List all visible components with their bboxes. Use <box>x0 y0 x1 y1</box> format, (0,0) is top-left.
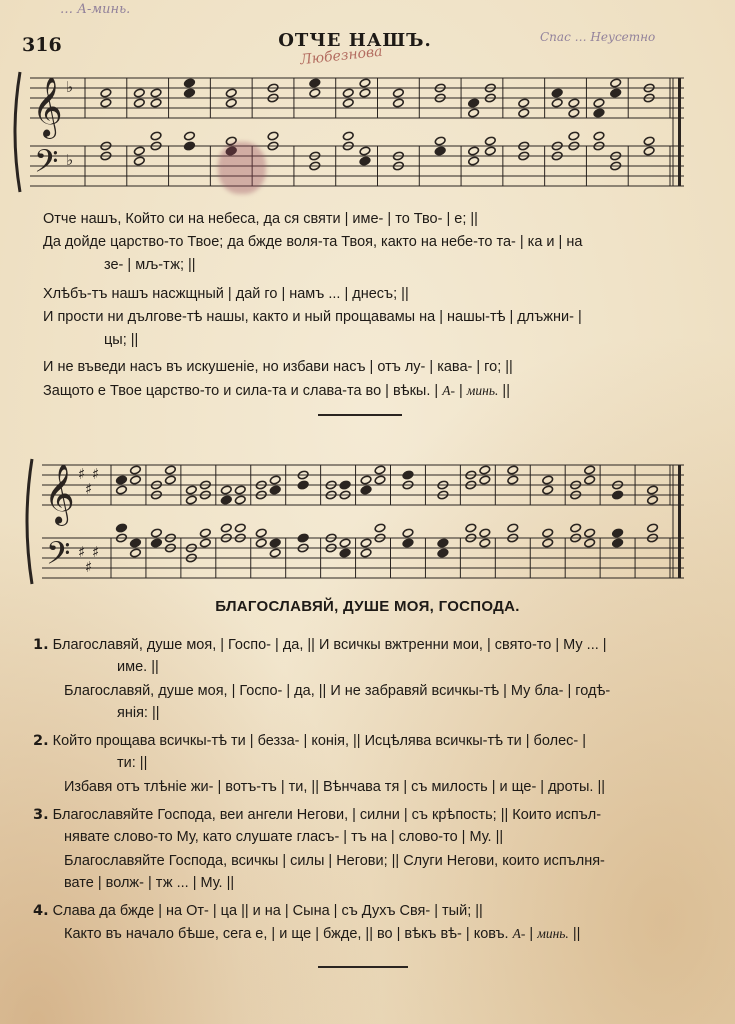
note-head-icon <box>133 156 145 166</box>
note-head-icon <box>220 485 232 495</box>
note-head-icon <box>612 528 624 538</box>
note-head-icon <box>393 98 405 108</box>
note-head-icon <box>360 538 372 548</box>
note-head-icon <box>150 88 162 98</box>
note-head-icon <box>518 98 530 108</box>
verse-text: Както въ начало бѣше, сега е, | и ще | бжде, || во | вѣкъ вѣ- | ковъ. <box>64 926 509 942</box>
key-signature-icon: ♯ <box>85 480 93 498</box>
bar-mark: | <box>458 383 463 399</box>
note-head-icon <box>342 98 354 108</box>
note-head-icon <box>584 465 596 475</box>
verse-line: вате | волж- | тж ... | Му. || <box>64 875 235 891</box>
prayer-text: Защото е Твое царство-то и сила-та и слава-та во | вѣкы. | <box>43 383 439 399</box>
note-head-icon <box>584 475 596 485</box>
note-head-icon <box>130 475 142 485</box>
verse-number: 4. <box>33 903 49 919</box>
system-brace <box>15 72 20 192</box>
handwritten-note-top: … А-минь. <box>60 2 131 17</box>
note-head-icon <box>359 88 371 98</box>
note-head-icon <box>184 131 196 141</box>
note-head-icon <box>643 146 655 156</box>
note-head-icon <box>309 78 321 88</box>
note-head-icon <box>568 108 580 118</box>
note-head-icon <box>339 538 351 548</box>
note-head-icon <box>479 475 491 485</box>
note-head-icon <box>220 523 232 533</box>
verse-text: Който прощава всичкы-тѣ ти | безза- | конія, || Исцѣлява всичкы-тѣ ти | болес- | <box>52 733 587 749</box>
prayer-line: Да дойде царство-то Твое; да бжде воля-та Твоя, както на небе-то та- | ка и | на <box>43 234 583 250</box>
verse-text: Благославяй, душе моя, | Госпо- | да, || И всичкы вжтренни мои, | свято-то | Му ... | <box>52 637 607 653</box>
final-barline <box>678 78 681 186</box>
note-head-icon <box>647 485 659 495</box>
music-score-otche-nash <box>0 60 735 200</box>
verse-number: 1. <box>33 637 49 653</box>
verse-number: 2. <box>33 733 49 749</box>
note-head-icon <box>570 523 582 533</box>
note-head-icon <box>593 98 605 108</box>
note-head-icon <box>165 475 177 485</box>
note-head-icon <box>360 475 372 485</box>
note-head-icon <box>360 485 372 495</box>
note-head-icon <box>568 98 580 108</box>
note-head-icon <box>116 485 128 495</box>
treble-clef-icon: 𝄞 <box>32 77 63 137</box>
note-head-icon <box>297 533 309 543</box>
note-head-icon <box>255 538 267 548</box>
verse-line: Избавя отъ тлѣніе жи- | вотъ-тъ | ти, || Вѣнчава тя | съ милость | и ще- | дроты. || <box>64 779 606 795</box>
note-head-icon <box>359 146 371 156</box>
prayer-line-amen <box>43 379 510 403</box>
note-head-icon <box>150 131 162 141</box>
key-signature-icon: ♭ <box>66 151 74 169</box>
note-head-icon <box>434 146 446 156</box>
note-head-icon <box>220 495 232 505</box>
prayer-line: И прости ни дълговe-тѣ нашы, както и ный прощавамы на | нашы-тѣ | длъжни- | <box>43 309 582 325</box>
prayer-line: И не въведи насъ въ искушеніе, но избави насъ | отъ лу- | кава- | го; || <box>43 359 513 375</box>
note-head-icon <box>468 98 480 108</box>
verse-line <box>33 730 586 753</box>
system-brace <box>27 459 32 584</box>
verse-line <box>33 634 607 657</box>
note-head-icon <box>130 465 142 475</box>
note-head-icon <box>339 480 351 490</box>
note-head-icon <box>437 548 449 558</box>
note-head-icon <box>151 528 163 538</box>
note-head-icon <box>610 88 622 98</box>
note-head-icon <box>402 470 414 480</box>
note-head-icon <box>542 528 554 538</box>
note-head-icon <box>133 98 145 108</box>
note-head-icon <box>225 98 237 108</box>
note-head-icon <box>584 538 596 548</box>
note-head-icon <box>269 475 281 485</box>
handwritten-note-title: Любезнова <box>299 43 384 69</box>
amen-min: минь. <box>466 383 499 398</box>
note-head-icon <box>593 108 605 118</box>
note-head-icon <box>116 475 128 485</box>
verse-text: Слава да бжде | на От- | ца || и на | Сына | съ Духъ Свя- | тый; || <box>52 903 483 919</box>
note-head-icon <box>568 131 580 141</box>
note-head-icon <box>234 485 246 495</box>
note-head-icon <box>468 156 480 166</box>
note-head-icon <box>150 98 162 108</box>
section-divider <box>318 966 408 968</box>
note-head-icon <box>130 538 142 548</box>
treble-clef-icon: 𝄞 <box>44 464 75 524</box>
note-head-icon <box>468 146 480 156</box>
end-mark: || <box>502 383 510 399</box>
note-head-icon <box>374 465 386 475</box>
note-head-icon <box>269 548 281 558</box>
final-barline <box>678 465 681 578</box>
note-head-icon <box>402 538 414 548</box>
verse-number: 3. <box>33 807 49 823</box>
note-head-icon <box>612 538 624 548</box>
note-head-icon <box>465 523 477 533</box>
verse-line <box>33 804 601 827</box>
note-head-icon <box>584 528 596 538</box>
note-head-icon <box>342 88 354 98</box>
note-head-icon <box>133 88 145 98</box>
prayer-line: зе- | мљ-тж; || <box>104 257 196 273</box>
note-head-icon <box>484 146 496 156</box>
page-number: 316 <box>22 34 62 56</box>
note-head-icon <box>479 465 491 475</box>
note-head-icon <box>185 485 197 495</box>
note-head-icon <box>434 136 446 146</box>
note-head-icon <box>267 131 279 141</box>
note-head-icon <box>647 523 659 533</box>
title-otche-nash: ОТЧЕ НАШЪ. <box>278 30 432 51</box>
note-head-icon <box>507 523 519 533</box>
bar-mark: | <box>529 926 534 942</box>
end-mark: || <box>572 926 581 942</box>
note-head-icon <box>269 485 281 495</box>
verse-line <box>33 900 483 923</box>
amen-a: А- <box>442 383 455 398</box>
note-head-icon <box>374 475 386 485</box>
note-head-icon <box>133 146 145 156</box>
note-head-icon <box>339 548 351 558</box>
note-head-icon <box>479 528 491 538</box>
note-head-icon <box>542 475 554 485</box>
bass-clef-icon: 𝄢 <box>34 143 59 187</box>
note-head-icon <box>234 495 246 505</box>
note-head-icon <box>468 108 480 118</box>
note-head-icon <box>130 548 142 558</box>
note-head-icon <box>612 490 624 500</box>
note-head-icon <box>255 528 267 538</box>
note-head-icon <box>507 465 519 475</box>
note-head-icon <box>551 98 563 108</box>
bass-clef-icon: 𝄢 <box>46 535 71 579</box>
title-blagoslavyay: БЛАГОСЛАВЯЙ, ДУШЕ МОЯ, ГОСПОДА. <box>215 598 520 615</box>
verse-line: ти: || <box>117 755 148 771</box>
amen-a: А- <box>512 926 526 941</box>
note-head-icon <box>199 528 211 538</box>
key-signature-icon: ♯ <box>92 543 100 561</box>
amen-min: минь. <box>537 926 569 941</box>
prayer-line: цы; || <box>104 332 139 348</box>
note-head-icon <box>643 136 655 146</box>
note-head-icon <box>484 136 496 146</box>
note-head-icon <box>100 88 112 98</box>
note-head-icon <box>610 78 622 88</box>
note-head-icon <box>100 98 112 108</box>
prayer-line: Отче нашъ, Който си на небеса, да ся святи | име- | то Тво- | е; || <box>43 211 478 227</box>
note-head-icon <box>542 485 554 495</box>
music-score-blagoslavyay <box>0 450 735 585</box>
note-head-icon <box>185 495 197 505</box>
key-signature-icon: ♯ <box>92 465 100 483</box>
note-head-icon <box>393 88 405 98</box>
note-head-icon <box>309 88 321 98</box>
note-head-icon <box>437 538 449 548</box>
note-head-icon <box>359 156 371 166</box>
verse-line: нявате слово-то Му, като слушате гласъ- | тъ на | слово-то | Му. || <box>64 829 504 845</box>
handwritten-note-right: Спас … Неусетно <box>540 30 656 44</box>
key-signature-icon: ♭ <box>66 78 74 96</box>
note-head-icon <box>374 523 386 533</box>
ink-stain <box>218 142 266 194</box>
note-head-icon <box>647 495 659 505</box>
note-head-icon <box>199 538 211 548</box>
note-head-icon <box>342 131 354 141</box>
key-signature-icon: ♯ <box>78 543 86 561</box>
note-head-icon <box>542 538 554 548</box>
note-head-icon <box>551 88 563 98</box>
verse-line: Благославяйте Господа, всичкы | силы | Негови; || Слуги Негови, които испълня- <box>64 853 605 869</box>
note-head-icon <box>165 465 177 475</box>
note-head-icon <box>225 88 237 98</box>
verse-line: янія: || <box>117 705 160 721</box>
note-head-icon <box>151 538 163 548</box>
note-head-icon <box>234 523 246 533</box>
section-divider <box>318 414 402 416</box>
note-head-icon <box>184 88 196 98</box>
note-head-icon <box>402 528 414 538</box>
note-head-icon <box>116 523 128 533</box>
verse-line: Благославяй, душе моя, | Госпо- | да, || И не забравяй всичкы-тѣ | Му бла- | годѣ- <box>64 683 611 699</box>
note-head-icon <box>269 538 281 548</box>
note-head-icon <box>359 78 371 88</box>
note-head-icon <box>518 108 530 118</box>
note-head-icon <box>297 480 309 490</box>
key-signature-icon: ♯ <box>78 465 86 483</box>
note-head-icon <box>360 548 372 558</box>
verse-line-amen <box>64 922 580 946</box>
note-head-icon <box>479 538 491 548</box>
note-head-icon <box>593 131 605 141</box>
prayer-line: Хлѣбъ-тъ нашъ насжщный | дай го | намъ ... | днесъ; || <box>43 286 409 302</box>
note-head-icon <box>507 475 519 485</box>
note-head-icon <box>184 78 196 88</box>
verse-text: Благославяйте Господа, веи ангели Негови, | силни | съ крѣпость; || Които испъл- <box>52 807 602 823</box>
verse-line: име. || <box>117 659 159 675</box>
note-head-icon <box>184 141 196 151</box>
key-signature-icon: ♯ <box>85 558 93 576</box>
